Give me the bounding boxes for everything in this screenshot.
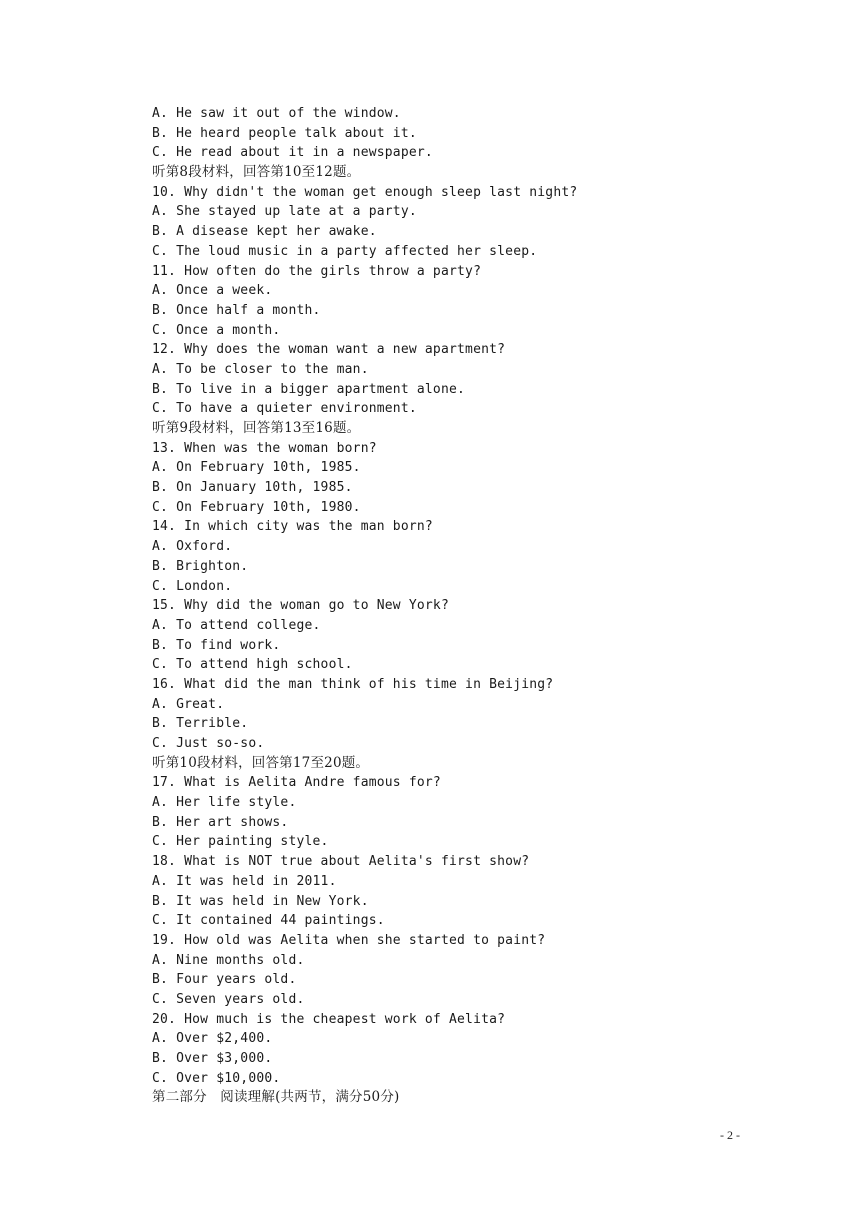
text-line: A. On February 10th, 1985. xyxy=(152,460,361,476)
text-line: C. London. xyxy=(152,578,233,594)
text-line: B. To find work. xyxy=(152,637,281,653)
text-line: B. Once half a month. xyxy=(152,302,321,318)
text-line: A. To be closer to the man. xyxy=(152,361,369,377)
text-line: B. Terrible. xyxy=(152,716,249,732)
text-line: A. Her life style. xyxy=(152,795,297,811)
text-line: 16. What did the man think of his time in Beijing? xyxy=(152,676,554,692)
text-line: C. Just so-so. xyxy=(152,736,265,751)
text-line: B. Over $3,000. xyxy=(152,1051,273,1066)
text-line: B. It was held in New York. xyxy=(152,893,369,909)
text-line: 11. How often do the girls throw a party? xyxy=(152,263,482,279)
document-body xyxy=(152,104,792,1108)
text-line: 19. How old was Aelita when she started to paint? xyxy=(152,932,546,948)
text-line: C. On February 10th, 1980. xyxy=(152,499,361,515)
text-line: C. Over $10,000. xyxy=(152,1070,281,1086)
text-line: A. He saw it out of the window. xyxy=(152,106,401,121)
text-line: A. Oxford. xyxy=(152,539,233,555)
page-number: - 2 - xyxy=(720,1128,740,1142)
text-line: 14. In which city was the man born? xyxy=(152,519,433,535)
section-heading: 听第8段材料，回答第10至12题。 xyxy=(152,164,361,181)
text-line: B. On January 10th, 1985. xyxy=(152,480,353,496)
text-line: C. He read about it in a newspaper. xyxy=(152,145,433,161)
text-line: A. She stayed up late at a party. xyxy=(152,204,417,220)
text-line: 18. What is NOT true about Aelita's first show? xyxy=(152,854,530,870)
text-line: C. Seven years old. xyxy=(152,991,305,1007)
text-line: 15. Why did the woman go to New York? xyxy=(152,598,449,614)
text-line: 17. What is Aelita Andre famous for? xyxy=(152,775,441,791)
section-heading: 听第9段材料，回答第13至16题。 xyxy=(152,420,361,436)
text-line: B. Her art shows. xyxy=(152,814,289,830)
text-line: 10. Why didn't the woman get enough sleep last night? xyxy=(152,184,578,200)
text-line: C. The loud music in a party affected her sleep. xyxy=(152,243,538,259)
text-line: C. Once a month. xyxy=(152,322,281,338)
text-line: C. To attend high school. xyxy=(152,657,353,673)
text-line: 20. How much is the cheapest work of Aelita? xyxy=(152,1011,506,1027)
text-line: C. It contained 44 paintings. xyxy=(152,913,385,929)
text-line: B. To live in a bigger apartment alone. xyxy=(152,381,466,397)
text-line: 13. When was the woman born? xyxy=(152,440,377,456)
text-line: C. To have a quieter environment. xyxy=(152,401,417,417)
text-line: A. Once a week. xyxy=(152,283,273,299)
text-line: A. To attend college. xyxy=(152,617,321,633)
text-line: B. A disease kept her awake. xyxy=(152,224,377,240)
section-heading: 第二部分 阅读理解(共两节，满分50分) xyxy=(152,1089,400,1106)
text-line: A. It was held in 2011. xyxy=(152,873,337,889)
section-heading: 听第10段材料，回答第17至20题。 xyxy=(152,754,370,771)
text-line: B. Four years old. xyxy=(152,972,297,988)
text-line: C. Her painting style. xyxy=(152,834,329,850)
text-line: 12. Why does the woman want a new apartment? xyxy=(152,342,506,358)
text-line: B. He heard people talk about it. xyxy=(152,125,417,141)
text-line: A. Nine months old. xyxy=(152,952,305,968)
text-line: B. Brighton. xyxy=(152,558,249,574)
text-line: A. Over $2,400. xyxy=(152,1031,273,1047)
text-line: A. Great. xyxy=(152,696,225,712)
